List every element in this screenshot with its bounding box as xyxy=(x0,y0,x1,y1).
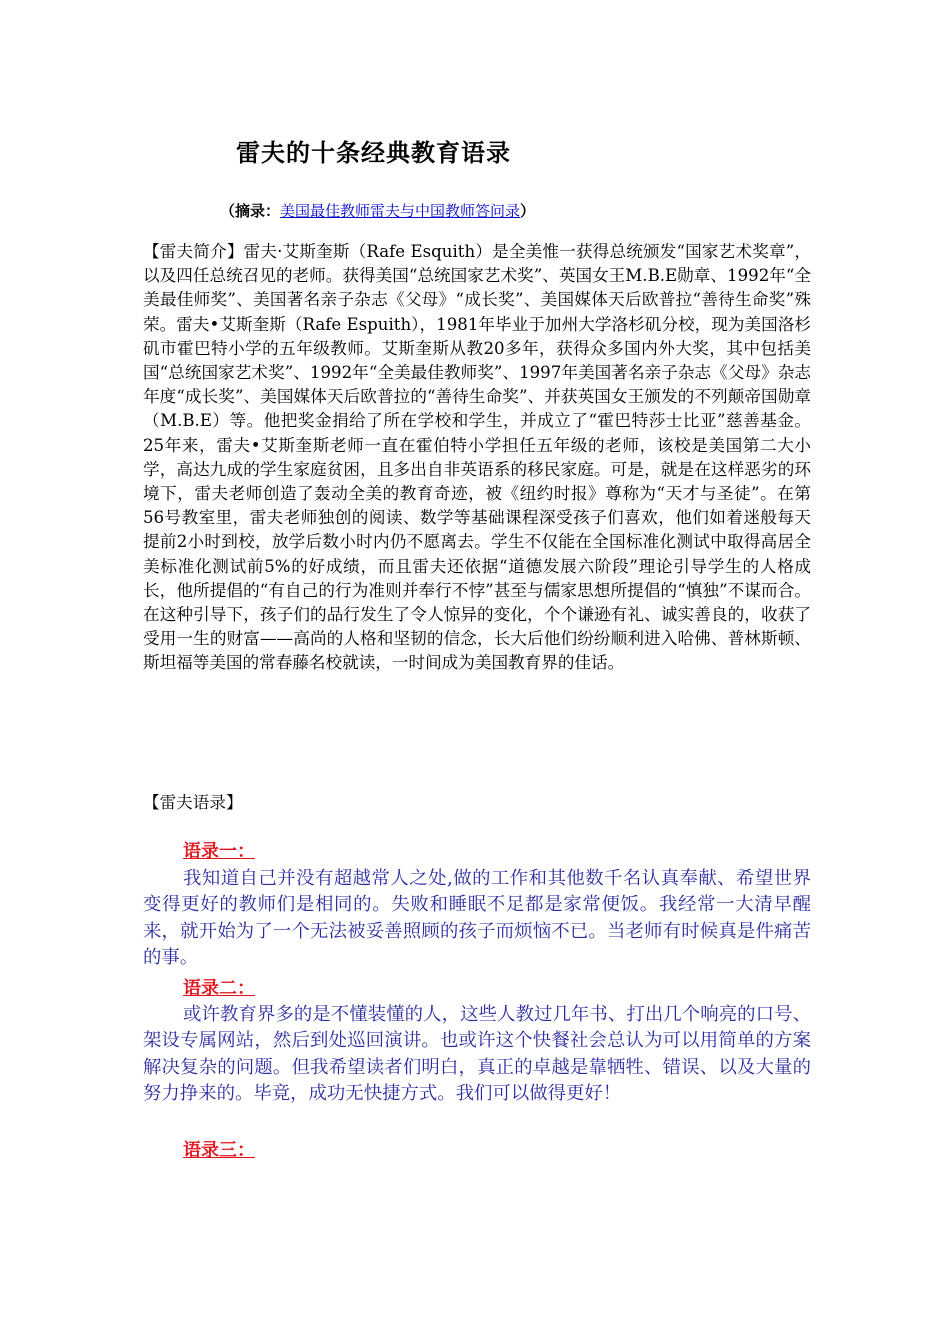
page-title: 雷夫的十条经典教育语录 xyxy=(236,139,511,167)
quote-text-2: 或许教育界多的是不懂装懂的人，这些人教过几年书、打出几个响亮的口号、架设专属网站，然后到处巡回演讲。也或许这个快餐社会总认为可以用简单的方案解决复杂的问题。但我希望读者们明白，真正的卓越是靠牺牲、错误、以及大量的努力挣来的。毕竟，成功无快捷方式。我们可以做得更好！ xyxy=(143,1004,811,1104)
quote-text-1: 我知道自己并没有超越常人之处,做的工作和其他数千名认真奉献、希望世界变得更好的教师们是相同的。失败和睡眠不足都是家常便饭。我经常一大清早醒来，就开始为了一个无法被妥善照顾的孩子而烦恼不已。当老师有时候真是件痛苦的事。 xyxy=(143,868,811,968)
intro-paragraph: 【雷夫简介】雷夫·艾斯奎斯（Rafe Esquith）是全美惟一获得总统颁发“国家艺术奖章”，以及四任总统召见的老师。获得美国“总统国家艺术奖”、英国女王M.B.E勋章、1992年“全美最佳师奖”、美国著名亲子杂志《父母》“成长奖”、美国媒体天后欧普拉“善待生命奖”殊荣。雷夫•艾斯奎斯（Rafe Espuith），1981年毕业于加州大学洛杉矶分校，现为美国洛杉矶市霍巴特小学的五年级教师。艾斯奎斯从教20多年，获得众多国内外大奖，其中包括美国“总统国家艺术奖”、1992年“全美最佳教师奖”、1997年美国著名亲子杂志《父母》杂志年度“成长奖”、美国媒体天后欧普拉的“善待生命奖”、并获英国女王颁发的不列颠帝国勋章（M.B.E）等。他把奖金捐给了所在学校和学生，并成立了“霍巴特莎士比亚”慈善基金。25年来，雷夫•艾斯奎斯老师一直在霍伯特小学担任五年级的老师，该校是美国第二大小学，高达九成的学生家庭贫困，且多出自非英语系的移民家庭。可是，就是在这样恶劣的环境下，雷夫老师创造了轰动全美的教育奇迹，被《纽约时报》尊称为“天才与圣徒”。在第56号教室里，雷夫老师独创的阅读、数学等基础课程深受孩子们喜欢，他们如着迷般每天提前2小时到校，放学后数小时内仍不愿离去。学生不仅能在全国标准化测试中取得高居全美标准化测试前5%的好成绩，而且雷夫还依据“道德发展六阶段”理论引导学生的人格成长，他所提倡的“有自己的行为准则并奉行不悖”甚至与儒家思想所提倡的“慎独”不谋而合。在这种引导下，孩子们的品行发生了令人惊异的变化，个个谦逊有礼、诚实善良的，收获了受用一生的财富——高尚的人格和坚韧的信念，长大后他们纷纷顺利进入哈佛、普林斯顿、斯坦福等美国的常春藤名校就读，一时间成为美国教育界的佳话。 xyxy=(143,242,811,673)
quote-label-1: 语录一： xyxy=(183,841,255,862)
quote-label-2: 语录二： xyxy=(183,978,255,999)
abstract-link[interactable]: 美国最佳教师雷夫与中国教师答问录 xyxy=(280,202,521,220)
abstract-suffix: ） xyxy=(520,202,536,220)
quotes-heading: 【雷夫语录】 xyxy=(143,793,243,812)
abstract-line xyxy=(220,200,535,221)
abstract-label: （摘录： xyxy=(220,202,281,220)
quote-label-3: 语录三： xyxy=(183,1140,255,1161)
